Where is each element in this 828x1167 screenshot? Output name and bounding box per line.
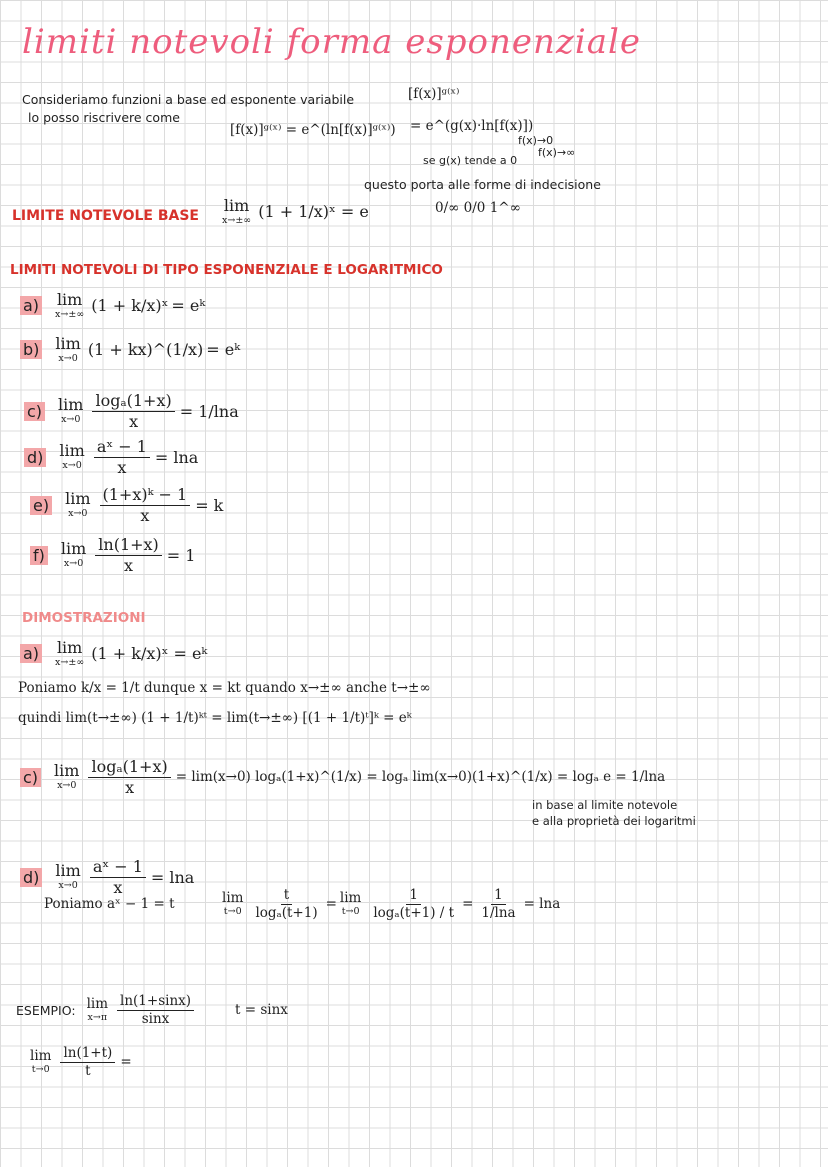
base-limit-label: LIMITE NOTEVOLE BASE (12, 208, 199, 224)
arrow-note-1: f(x)→0 (518, 134, 554, 147)
intro-expression: [f(x)]ᵍ⁽ˣ⁾ (408, 86, 460, 102)
limit-a: a) lim x→±∞ (1 + k/x)ˣ = eᵏ (20, 292, 205, 320)
proof-d-header: d) lim x→0 $\frac{\text{aˣ − 1}}{x}$ = lna (20, 858, 194, 896)
indeterminate-forms: 0/∞ 0/0 1^∞ (435, 200, 521, 216)
lim-operator: lim x→±∞ (222, 196, 252, 226)
proof-a-line-2: quindi lim(t→±∞) (1 + 1/t)ᵏᵗ = lim(t→±∞) [(1 + 1/t)ᵗ]ᵏ = eᵏ (18, 710, 412, 726)
proof-a-header: a) lim x→±∞ (1 + k/x)ˣ = eᵏ (20, 640, 207, 668)
section-title: LIMITI NOTEVOLI DI TIPO ESPONENZIALE E LOGARITMICO (10, 262, 443, 278)
limit-c: c) lim x→0 $\frac{\text{logₐ(1+x)}}{x}$ = 1/lna (24, 392, 239, 430)
forms-note: questo porta alle forme di indecisione (364, 177, 601, 192)
arrow-note-2: f(x)→∞ (538, 146, 576, 159)
proof-c: c) lim x→0 $\frac{\text{logₐ(1+x)}}{x}$ = lim(x→0) logₐ(1+x)^(1/x) = logₐ lim(x→0)(1+x)^(1/x) = logₐ e = 1/lna (20, 758, 665, 796)
proof-d-line: Poniamo aˣ − 1 = t (44, 896, 175, 912)
example-step-2: lim t→0 $\frac{\ln(1+t)}{t}$ = (30, 1045, 132, 1079)
limit-b: b) lim x→0 (1 + kx)^(1/x) = eᵏ (20, 336, 240, 364)
limit-e: e) lim x→0 $\frac{\text{(1+x)ᵏ − 1}}{x}$ = k (30, 486, 223, 524)
tends-note: se g(x) tende a 0 (423, 154, 518, 167)
intro-line-1: Consideriamo funzioni a base ed esponente variabile (22, 92, 355, 107)
intro-line-2: lo posso riscrivere come (28, 110, 180, 125)
page-title: limiti notevoli forma esponenziale (22, 22, 641, 62)
base-limit-formula: lim x→±∞ (1 + 1/x)ˣ = e (222, 196, 369, 226)
example: ESEMPIO: lim x→π $\frac{\ln(1+\sin x)}{\sin x}$ t = sinx (16, 993, 288, 1027)
proof-c-note-1: in base al limite notevole (532, 798, 678, 812)
proofs-title: DIMOSTRAZIONI (22, 610, 146, 626)
limit-d: d) lim x→0 $\frac{\text{aˣ − 1}}{x}$ = lna (24, 438, 198, 476)
proof-a-line-1: Poniamo k/x = 1/t dunque x = kt quando x→±∞ anche t→±∞ (18, 680, 431, 696)
proof-d-chain: lim t→0 $\frac{t}{\text{logₐ(t+1)}}$ = lim t→0 $\frac{1}{\text{logₐ(t+1) / t}}$ = $\frac{1}{1/\ln a}$ = lna (222, 887, 561, 921)
limit-f: f) lim x→0 $\frac{\ln(1+x)}{x}$ = 1 (30, 536, 195, 574)
proof-c-note-2: e alla proprietà dei logaritmi (532, 814, 696, 828)
rewrite-formula: [f(x)]ᵍ⁽ˣ⁾ = e^(ln[f(x)]ᵍ⁽ˣ⁾) (230, 122, 396, 138)
rewrite-formula-2: = e^(g(x)·ln[f(x)]) (410, 118, 534, 134)
